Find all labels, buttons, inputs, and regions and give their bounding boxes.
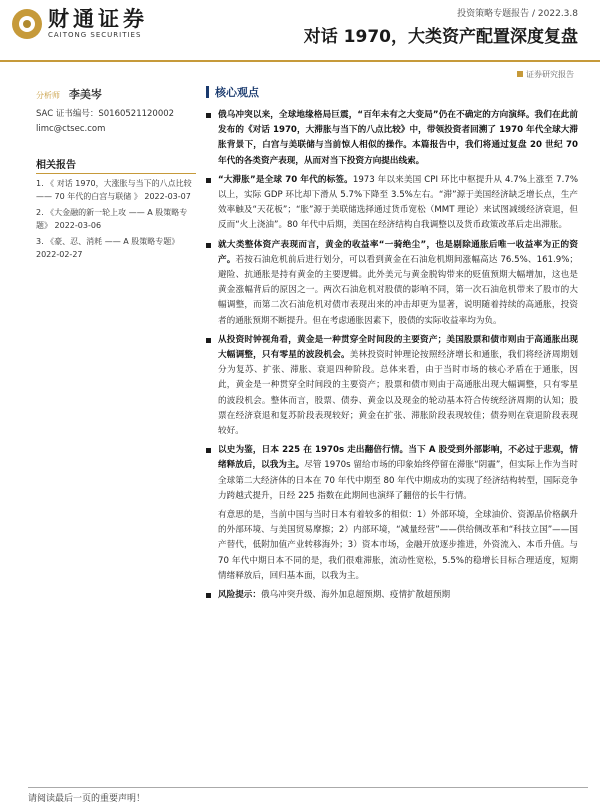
key-point-text: 尽管 1970s 留给市场的印象始终停留在滞胀“阴霾”，但实际上作为当时全球第二大经济体的日本在 70 年代中期至 80 年代中期成功的实现了经济结构转型，国际竞争力跨越式提升，日经 225 指数在此期间也演绎了翻倍的长牛行情。 bbox=[218, 460, 578, 501]
bullet-icon bbox=[206, 243, 211, 248]
logo-name-cn: 财通证券 bbox=[48, 7, 148, 31]
key-point bbox=[206, 443, 578, 504]
key-point-text: 若按石油危机前后进行划分，可以看到黄金在石油危机期间涨幅高达 76.5%、161.9%；避险、抗通胀是持有黄金的主要逻辑。此外美元与黄金脱钩带来的贬值预期大幅增加，这也是黄金涨幅背后的原因之一。两次石油危机对股债的影响不同，第一次石油危机带来了股市的大幅调整，而第二次石油危机对债市表现出来的冲击却更为显著，说明随着持续的高通胀，投资者的通胀预期不断提升。但在考虑通胀因素下，股债的实际收益率均为负。 bbox=[218, 254, 578, 326]
risk-text: 俄乌冲突升级、海外加息超预期、疫情扩散超预期 bbox=[260, 590, 451, 601]
sidebar bbox=[36, 86, 196, 261]
key-point-bold: 从投资时钟视角看，黄金是一种贯穿全时间段的主要资产；美国股票和债市则由于高通胀出现大幅调整，只有零星的波段机会。 bbox=[218, 334, 578, 361]
key-points bbox=[206, 108, 578, 603]
main-content bbox=[206, 84, 578, 603]
related-reports-title: 相关报告 bbox=[36, 156, 196, 174]
logo-name-en: CAITONG SECURITIES bbox=[48, 31, 142, 39]
key-point-bold: 以史为鉴，日本 225 在 1970s 走出翻倍行情。当下 A 股受到外部影响，不必过于悲观，情绪释放后，以我为主。 bbox=[218, 445, 578, 471]
key-point-bold: 就大类整体资产表现而言，黄金的收益率“一骑绝尘”，也是剔除通胀后唯一收益率为正的资产。 bbox=[218, 239, 578, 265]
analyst-name: 李美岑 bbox=[68, 88, 102, 101]
analyst-email[interactable]: limc@ctsec.com bbox=[36, 124, 106, 134]
bullet-icon bbox=[206, 178, 211, 183]
related-reports bbox=[36, 156, 196, 261]
key-point-bold: “大滞胀”是全球 70 年代的标签。 bbox=[218, 174, 353, 185]
related-report-item[interactable]: 2. 《大金融的新一轮上攻 —— A 股策略专题》 2022-03-06 bbox=[36, 208, 188, 230]
heading-bar-icon bbox=[206, 86, 209, 98]
bullet-icon bbox=[206, 113, 211, 118]
related-report-item[interactable]: 3. 《豪、忍、消耗 —— A 股策略专题》 2022-02-27 bbox=[36, 237, 180, 259]
section-heading bbox=[206, 84, 578, 100]
key-point-continuation: 有意思的是，当前中国与当时日本有着较多的相似：1）外部环境，全球油价、资源品价格飙升的外部环境、与美国贸易摩擦；2）内部环境，“减量经营”——供给侧改革和“科技立国”——国产替代，低附加值产业转移海外；3）资本市场，金融开放逐步推进，外资流入、本币升值。与 70 年代中期日本不同的是，我们很难滞胀，流动性宽松，5.5%的稳增长目标合理适度，短期情绪释放后，回归基本面，以我为主。 bbox=[218, 510, 578, 581]
bullet-icon bbox=[206, 593, 211, 598]
analyst-label: 分析师 bbox=[36, 91, 60, 100]
report-category bbox=[517, 69, 574, 80]
key-point bbox=[206, 173, 578, 234]
report-title: 对话 1970，大类资产配置深度复盘 bbox=[303, 27, 578, 47]
report-type-date: 投资策略专题报告 / 2022.3.8 bbox=[457, 9, 578, 19]
header-divider bbox=[0, 60, 600, 62]
risk-warning bbox=[206, 588, 578, 603]
key-point bbox=[206, 238, 578, 329]
report-category-label: 证券研究报告 bbox=[526, 70, 574, 79]
bullet-icon bbox=[206, 448, 211, 453]
key-point bbox=[206, 333, 578, 439]
square-icon bbox=[517, 71, 523, 77]
company-logo bbox=[12, 8, 148, 39]
section-title: 核心观点 bbox=[215, 86, 259, 99]
bullet-icon bbox=[206, 338, 211, 343]
risk-label: 风险提示： bbox=[218, 590, 261, 601]
sac-number: SAC 证书编号：S0160521120002 bbox=[36, 109, 175, 119]
analyst-row bbox=[36, 86, 196, 102]
key-point-text: 美林投资时钟理论按照经济增长和通胀，我们将经济周期划分为复苏、扩张、滞胀、衰退四种阶段。总体来看，由于当时市场的核心矛盾在于通胀，因此，黄金是一种贯穿全时间段的主要资产；股票和债市则由于高通胀出现大幅调整，只有零星的波段机会。整体而言，股票、债券、黄金以及现金的轮动基本符合传统经济周期的认知；股票在经济衰退和复苏阶段表现较好；黄金在扩张、滞胀阶段表现较佳；债券则在衰退阶段表现较好。 bbox=[218, 350, 578, 437]
report-header bbox=[0, 0, 600, 62]
key-point-bold: 俄乌冲突以来，全球地缘格局巨震，“百年未有之大变局”仍在不确定的方向演绎。我们在此前发布的《对话 1970，大滞胀与当下的八点比较》中，带领投资者回溯了 1970 年代全球大滞胀背景下，白宫与美联储与当前惊人相似的操作。本篇报告中，我们将通过复盘 20 世纪 70 年代的各类资产表现，从而对当下投资方向提出线索。 bbox=[218, 110, 578, 166]
page-footer: 请阅读最后一页的重要声明！ bbox=[28, 787, 588, 804]
key-point-text: 1973 年以来美国 CPI 环比中枢提升从 4.7%上涨至 7.7%以上，实际 GDP 环比却下滑从 5.7%下降至 3.5%左右。“滞”源于美国经济缺乏增长点，生产效率触及“天花板”；“胀”源于美联储选择通过货币宽松（MMT 理论）来试图减缓经济衰退，但反而“火上浇油”。80 年代中后期，美国在经济结构自我调整以及货币政策改革后走出滞胀。 bbox=[218, 174, 578, 231]
logo-emblem-icon bbox=[12, 9, 42, 39]
key-point bbox=[206, 108, 578, 169]
related-report-item[interactable]: 1. 《 对话 1970，大涨胀与当下的八点比较 —— 70 年代的白宫与联储 》 2022-03-07 bbox=[36, 179, 192, 201]
